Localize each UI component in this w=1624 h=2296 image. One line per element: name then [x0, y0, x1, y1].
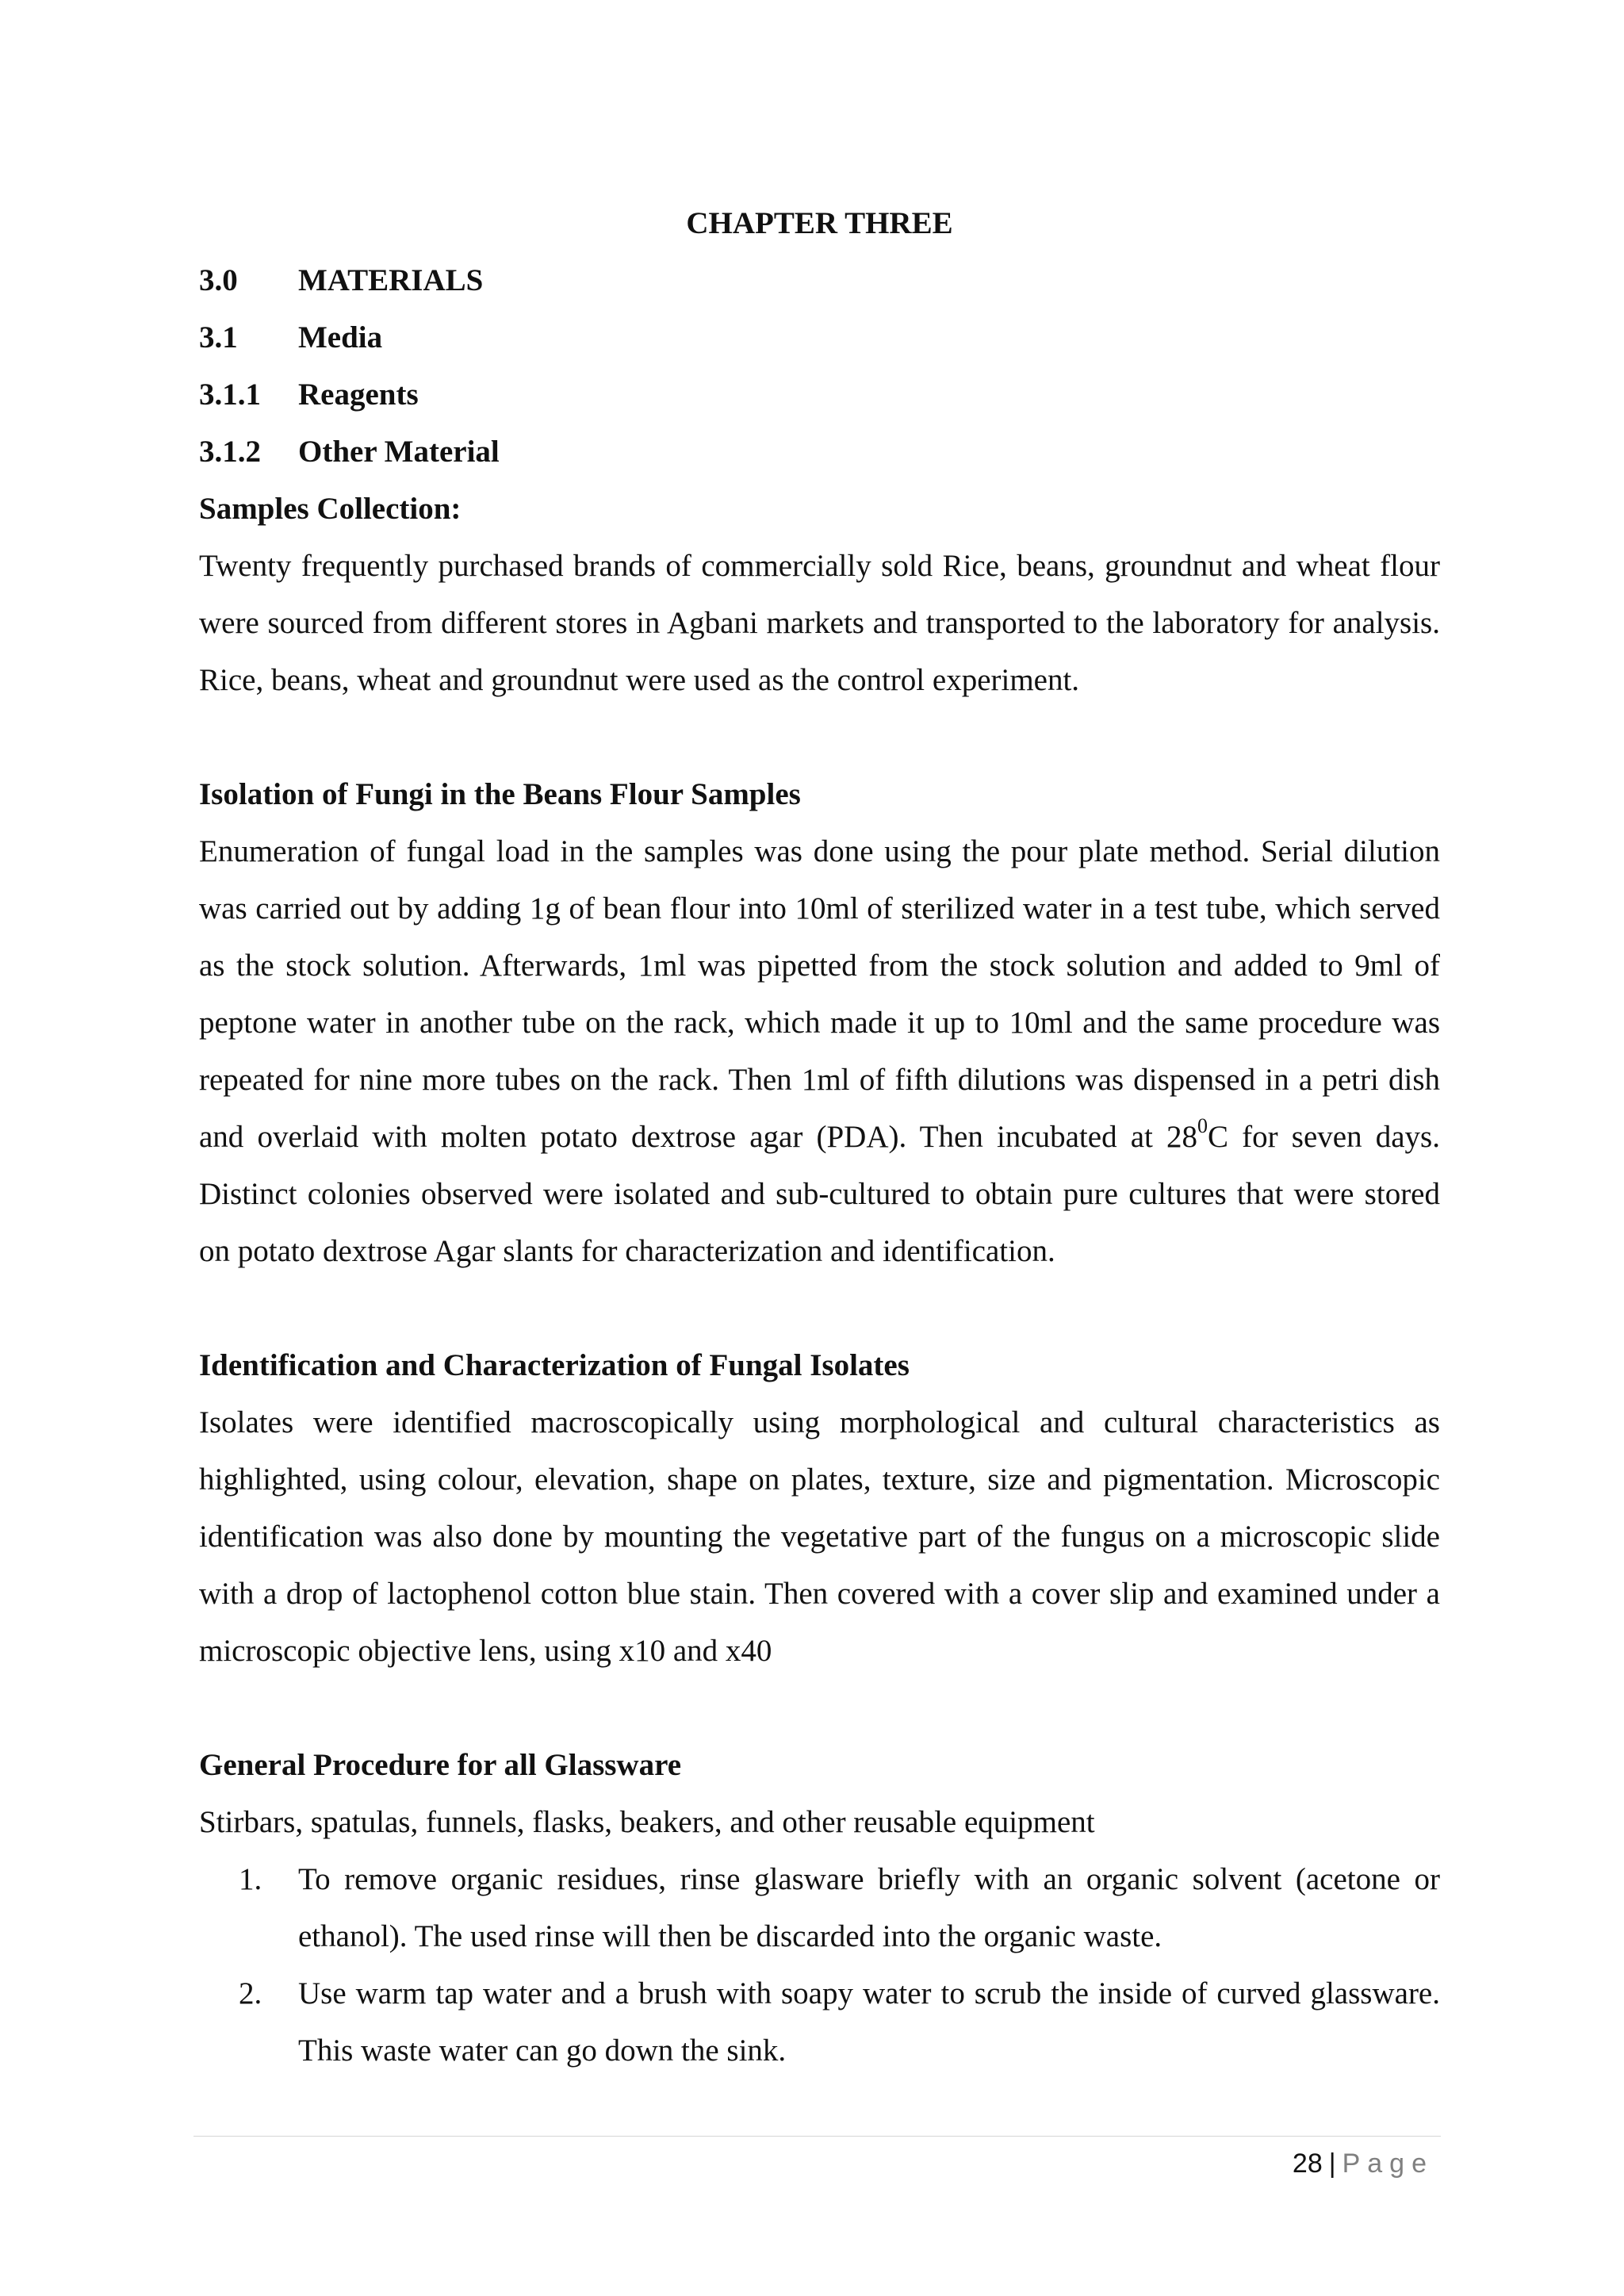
page-number: 28 — [1292, 2148, 1323, 2179]
list-item-text: To remove organic residues, rinse glasware briefly with an organic solvent (acetone or ethanol). The used rinse will then be discarded into the organic waste. — [298, 1862, 1440, 1953]
section-title: Media — [298, 320, 383, 355]
temperature-superscript: 0 — [1197, 1114, 1208, 1137]
footer-divider — [193, 2136, 1441, 2137]
spacer — [199, 1280, 1440, 1337]
page-footer — [1293, 2145, 1434, 2182]
isolation-text-part2: C for seven days. Distinct colonies observed were isolated and sub-cultured to obtain pure cultures that were stored on potato dextrose Agar slants for characterization and identification. — [199, 1120, 1440, 1268]
section-title: Other Material — [298, 435, 500, 469]
section-number: 3.1.1 — [199, 378, 261, 412]
list-item — [199, 1965, 1440, 2079]
page-content — [199, 195, 1440, 2079]
isolation-paragraph — [199, 823, 1440, 1280]
glassware-intro: Stirbars, spatulas, funnels, flasks, beakers, and other reusable equipment — [199, 1805, 1095, 1839]
isolation-heading: Isolation of Fungi in the Beans Flour Samples — [199, 777, 801, 811]
glassware-heading: General Procedure for all Glassware — [199, 1748, 682, 1782]
samples-collection-heading: Samples Collection: — [199, 492, 462, 526]
footer-separator: | — [1328, 2148, 1336, 2179]
section-title: MATERIALS — [298, 263, 484, 297]
list-marker: 1. — [239, 1862, 262, 1896]
chapter-title: CHAPTER THREE — [686, 206, 953, 240]
section-title: Reagents — [298, 378, 419, 412]
page-label: Page — [1342, 2148, 1434, 2179]
section-heading-materials — [199, 252, 1440, 309]
list-item-text: Use warm tap water and a brush with soapy water to scrub the inside of curved glassware. This waste water can go down the sink. — [298, 1976, 1440, 2068]
identification-heading: Identification and Characterization of Fungal Isolates — [199, 1348, 910, 1382]
list-item — [199, 1851, 1440, 1965]
section-number: 3.1.2 — [199, 435, 261, 469]
section-heading-reagents — [199, 366, 1440, 424]
section-heading-media — [199, 309, 1440, 366]
identification-paragraph: Isolates were identified macroscopically using morphological and cultural characteristics as highlighted, using colour, elevation, shape on plates, texture, size and pigmentation. Microscopic identification was also done by mounting the vegetative part of the fungus on a microscopic slide with a drop of lactophenol cotton blue stain. Then covered with a cover slip and examined under a microscopic objective lens, using x10 and x40 — [199, 1405, 1440, 1668]
spacer — [199, 709, 1440, 766]
list-marker: 2. — [239, 1976, 262, 2010]
section-number: 3.1 — [199, 320, 238, 355]
section-number: 3.0 — [199, 263, 238, 297]
glassware-steps-list — [199, 1851, 1440, 2079]
samples-collection-paragraph: Twenty frequently purchased brands of commercially sold Rice, beans, groundnut and wheat flour were sourced from different stores in Agbani markets and transported to the laboratory for analysis. Rice, beans, wheat and groundnut were used as the control experiment. — [199, 549, 1440, 697]
section-heading-other-material — [199, 424, 1440, 481]
isolation-text-part1: Enumeration of fungal load in the samples was done using the pour plate method. Serial dilution was carried out by adding 1g of bean flour into 10ml of sterilized water in a test tube, which served as the stock solution. Afterwards, 1ml was pipetted from the stock solution and added to 9ml of peptone water in another tube on the rack, which made it up to 10ml and the same procedure was repeated for nine more tubes on the rack. Then 1ml of fifth dilutions was dispensed in a petri dish and overlaid with molten potato dextrose agar (PDA). Then incubated at 28 — [199, 834, 1440, 1154]
spacer — [199, 1680, 1440, 1737]
